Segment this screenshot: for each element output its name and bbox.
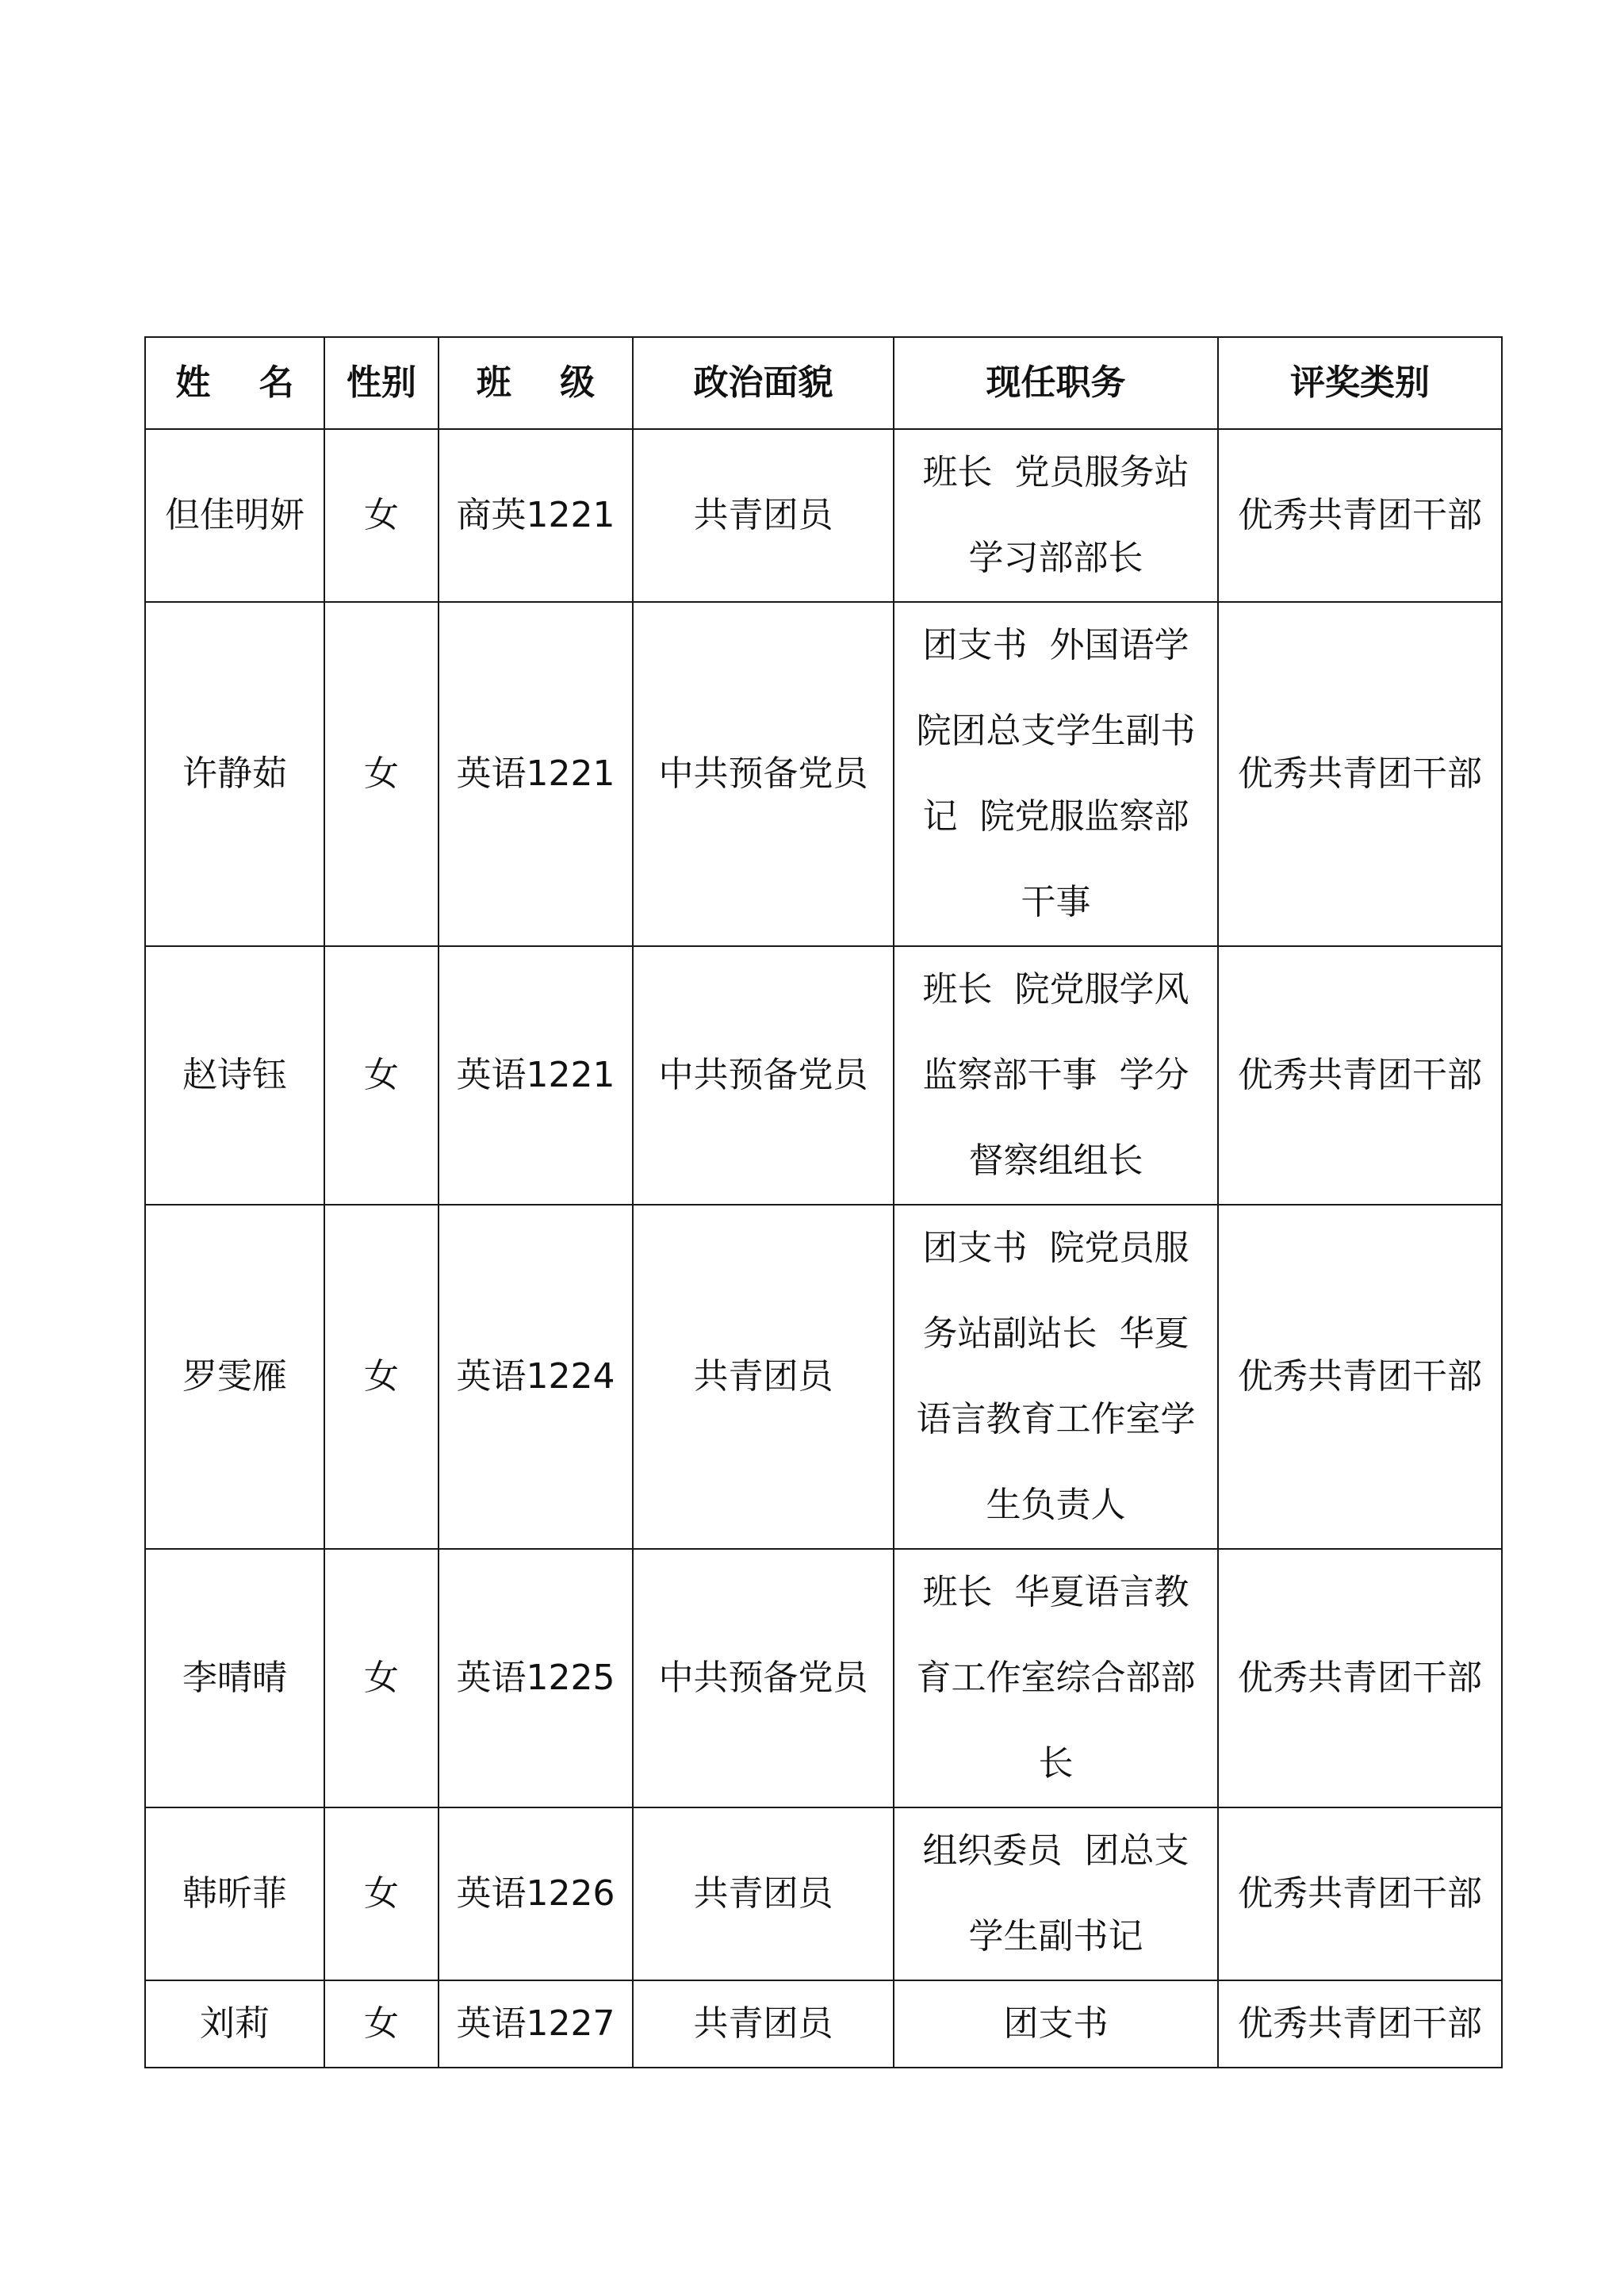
table-row (145, 1807, 1502, 1980)
cell-gender: 女 (324, 602, 439, 946)
table-row (145, 946, 1502, 1205)
position-line: 干事 (1021, 882, 1091, 922)
cell-award: 优秀共青团干部 (1218, 602, 1502, 946)
cell-political: 共青团员 (633, 1807, 894, 1980)
cell-award: 优秀共青团干部 (1218, 1807, 1502, 1980)
header-name: 姓 名 (145, 337, 324, 429)
position-line: 务站副站长 华夏 (922, 1313, 1189, 1354)
cell-gender: 女 (324, 1549, 439, 1807)
position-line: 班长 党员服务站 (922, 452, 1189, 493)
award-table (144, 336, 1503, 2068)
cell-class: 英语1221 (439, 946, 633, 1205)
table-header (145, 337, 1502, 429)
cell-position (894, 1549, 1218, 1807)
header-position: 现任职务 (894, 337, 1218, 429)
cell-award: 优秀共青团干部 (1218, 1205, 1502, 1549)
cell-award: 优秀共青团干部 (1218, 429, 1502, 602)
cell-class: 英语1225 (439, 1549, 633, 1807)
cell-class: 英语1226 (439, 1807, 633, 1980)
cell-political: 中共预备党员 (633, 1549, 894, 1807)
table-row (145, 1549, 1502, 1807)
position-line: 记 院党服监察部 (922, 796, 1189, 837)
position-line: 生负责人 (986, 1485, 1126, 1525)
cell-gender: 女 (324, 946, 439, 1205)
cell-position (894, 429, 1218, 602)
cell-gender: 女 (324, 1980, 439, 2068)
table-row (145, 1980, 1502, 2068)
cell-position (894, 946, 1218, 1205)
position-line: 学习部部长 (968, 538, 1143, 578)
position-line: 育工作室综合部部 (916, 1658, 1196, 1698)
header-gender: 性别 (324, 337, 439, 429)
header-row (145, 337, 1502, 429)
cell-class: 英语1221 (439, 602, 633, 946)
position-line: 班长 华夏语言教 (922, 1572, 1189, 1612)
cell-class: 英语1227 (439, 1980, 633, 2068)
cell-political: 共青团员 (633, 1980, 894, 2068)
cell-name: 罗雯雁 (145, 1205, 324, 1549)
cell-class: 英语1224 (439, 1205, 633, 1549)
cell-class: 商英1221 (439, 429, 633, 602)
cell-name: 但佳明妍 (145, 429, 324, 602)
position-line: 团支书 外国语学 (922, 625, 1189, 665)
cell-position (894, 1807, 1218, 1980)
cell-political: 共青团员 (633, 429, 894, 602)
position-line: 监察部干事 学分 (922, 1055, 1189, 1095)
table-row (145, 429, 1502, 602)
position-line: 组织委员 团总支 (922, 1830, 1189, 1871)
header-political: 政治面貌 (633, 337, 894, 429)
table-row (145, 602, 1502, 946)
cell-gender: 女 (324, 1807, 439, 1980)
cell-political: 共青团员 (633, 1205, 894, 1549)
position-line: 学生副书记 (968, 1916, 1143, 1957)
cell-award: 优秀共青团干部 (1218, 946, 1502, 1205)
cell-name: 刘莉 (145, 1980, 324, 2068)
cell-gender: 女 (324, 429, 439, 602)
cell-gender: 女 (324, 1205, 439, 1549)
cell-political: 中共预备党员 (633, 946, 894, 1205)
cell-position (894, 1205, 1218, 1549)
cell-position (894, 602, 1218, 946)
position-line: 团支书 (1003, 2003, 1109, 2044)
cell-political: 中共预备党员 (633, 602, 894, 946)
position-line: 团支书 院党员服 (922, 1228, 1189, 1268)
header-award: 评奖类别 (1218, 337, 1502, 429)
position-line: 院团总支学生副书 (916, 711, 1196, 751)
cell-name: 韩昕菲 (145, 1807, 324, 1980)
cell-name: 李晴晴 (145, 1549, 324, 1807)
table-row (145, 1205, 1502, 1549)
cell-name: 许静茹 (145, 602, 324, 946)
cell-name: 赵诗钰 (145, 946, 324, 1205)
table-body (145, 429, 1502, 2068)
position-line: 班长 院党服学风 (922, 969, 1189, 1010)
header-class: 班 级 (439, 337, 633, 429)
cell-position (894, 1980, 1218, 2068)
cell-award: 优秀共青团干部 (1218, 1549, 1502, 1807)
position-line: 语言教育工作室学 (916, 1399, 1196, 1439)
position-line: 督察组组长 (968, 1140, 1143, 1181)
position-line: 长 (1038, 1743, 1074, 1784)
cell-award: 优秀共青团干部 (1218, 1980, 1502, 2068)
